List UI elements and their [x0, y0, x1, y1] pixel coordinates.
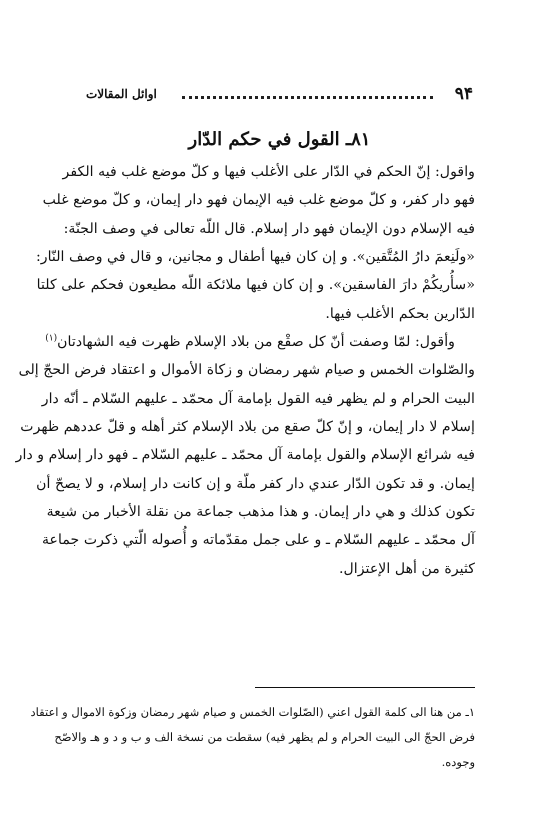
footnote-marker: (۱)	[45, 333, 58, 344]
body-line: إسلام لا دار إيمان، و إنّ كلّ صقع من بلاد الإسلام كثر أهله و قلّ عددهم ظهرت	[20, 419, 475, 436]
body-line: «سأُريكُمْ دارَ الفاسقين». و إن كان فيها ملائكة اللّه مطيعون فحكم على كلتا	[36, 277, 475, 294]
body-line: الدّارين بحكم الأغلب فيها.	[325, 305, 475, 322]
body-line: فيه شرائع الإسلام والقول بإمامة آل محمّد ـ عليهم السّلام ـ فهو دار إسلام و دار	[15, 447, 475, 464]
body-line-with-footnote	[45, 328, 475, 356]
body-line: البيت الحرام و لم يظهر فيه القول بإمامة آل محمّد ـ عليهم السّلام ـ أنّه دار	[41, 390, 475, 407]
footnote-line: ۱ـ من هنا الى كلمة القول اعني (الصّلوات الخمس و صيام شهر رمضان وزكوة الاموال و اعتقاد	[30, 705, 475, 719]
running-header	[86, 84, 473, 106]
body-line: إيمان. و قد تكون الدّار عندي دار كفر ملّة و إن كانت دار إسلام، و لا يصحّ أن	[36, 475, 475, 492]
footnote-separator	[255, 687, 475, 688]
footnote-line: فرض الحجّ الى البيت الحرام و لم يظهر فيه) سقطت من نسخة الف و ب و د و هـ والاصّح	[54, 730, 475, 744]
body-line: واقول: إنّ الحكم في الدّار على الأغلب فيها و كلّ موضع غلب فيه الكفر	[62, 164, 475, 180]
running-title: اوائل المقالات	[86, 87, 157, 101]
body-line-text: وأقول: لمّا وصفت أنّ كل صقْع من بلاد الإسلام ظهرت فيه الشهادتان	[57, 334, 455, 351]
body-line: تكون كذلك و هي دار إيمان. و هذا مذهب جماعة من نقلة الأخبار من شيعة	[46, 504, 475, 521]
page-number: ۹۴	[454, 84, 473, 104]
section-title: ۸۱ـ القول في حكم الدّار	[188, 129, 371, 150]
body-line: آل محمّد ـ عليهم السّلام ـ و على جمل مقدّماته و أُصوله الّتي ذكرت جماعة	[41, 532, 475, 549]
body-line: «ولَنِعمَ دارُ المُتَّقين». و إن كان فيها أطفال و مجانين، و قال في وصف النّار:	[35, 249, 475, 266]
body-text	[15, 158, 475, 583]
header-dotted-leader	[182, 96, 433, 99]
body-line: فيه الإسلام دون الإيمان فهو دار إسلام. قال اللّه تعالى في وصف الجنّة:	[63, 220, 475, 237]
body-line: كثيرة من أهل الإعتزال.	[338, 560, 475, 577]
body-line: فهو دار كفر، و كلّ موضع غلب فيه الإيمان فهو دار إيمان، و كلّ موضع غلب	[42, 192, 475, 209]
footnote-line: وجوده.	[441, 755, 475, 769]
footnotes	[30, 700, 475, 775]
body-line: والصّلوات الخمس و صيام شهر رمضان و زكاة الأموال و اعتقاد فرض الحجّ إلى	[18, 362, 475, 379]
